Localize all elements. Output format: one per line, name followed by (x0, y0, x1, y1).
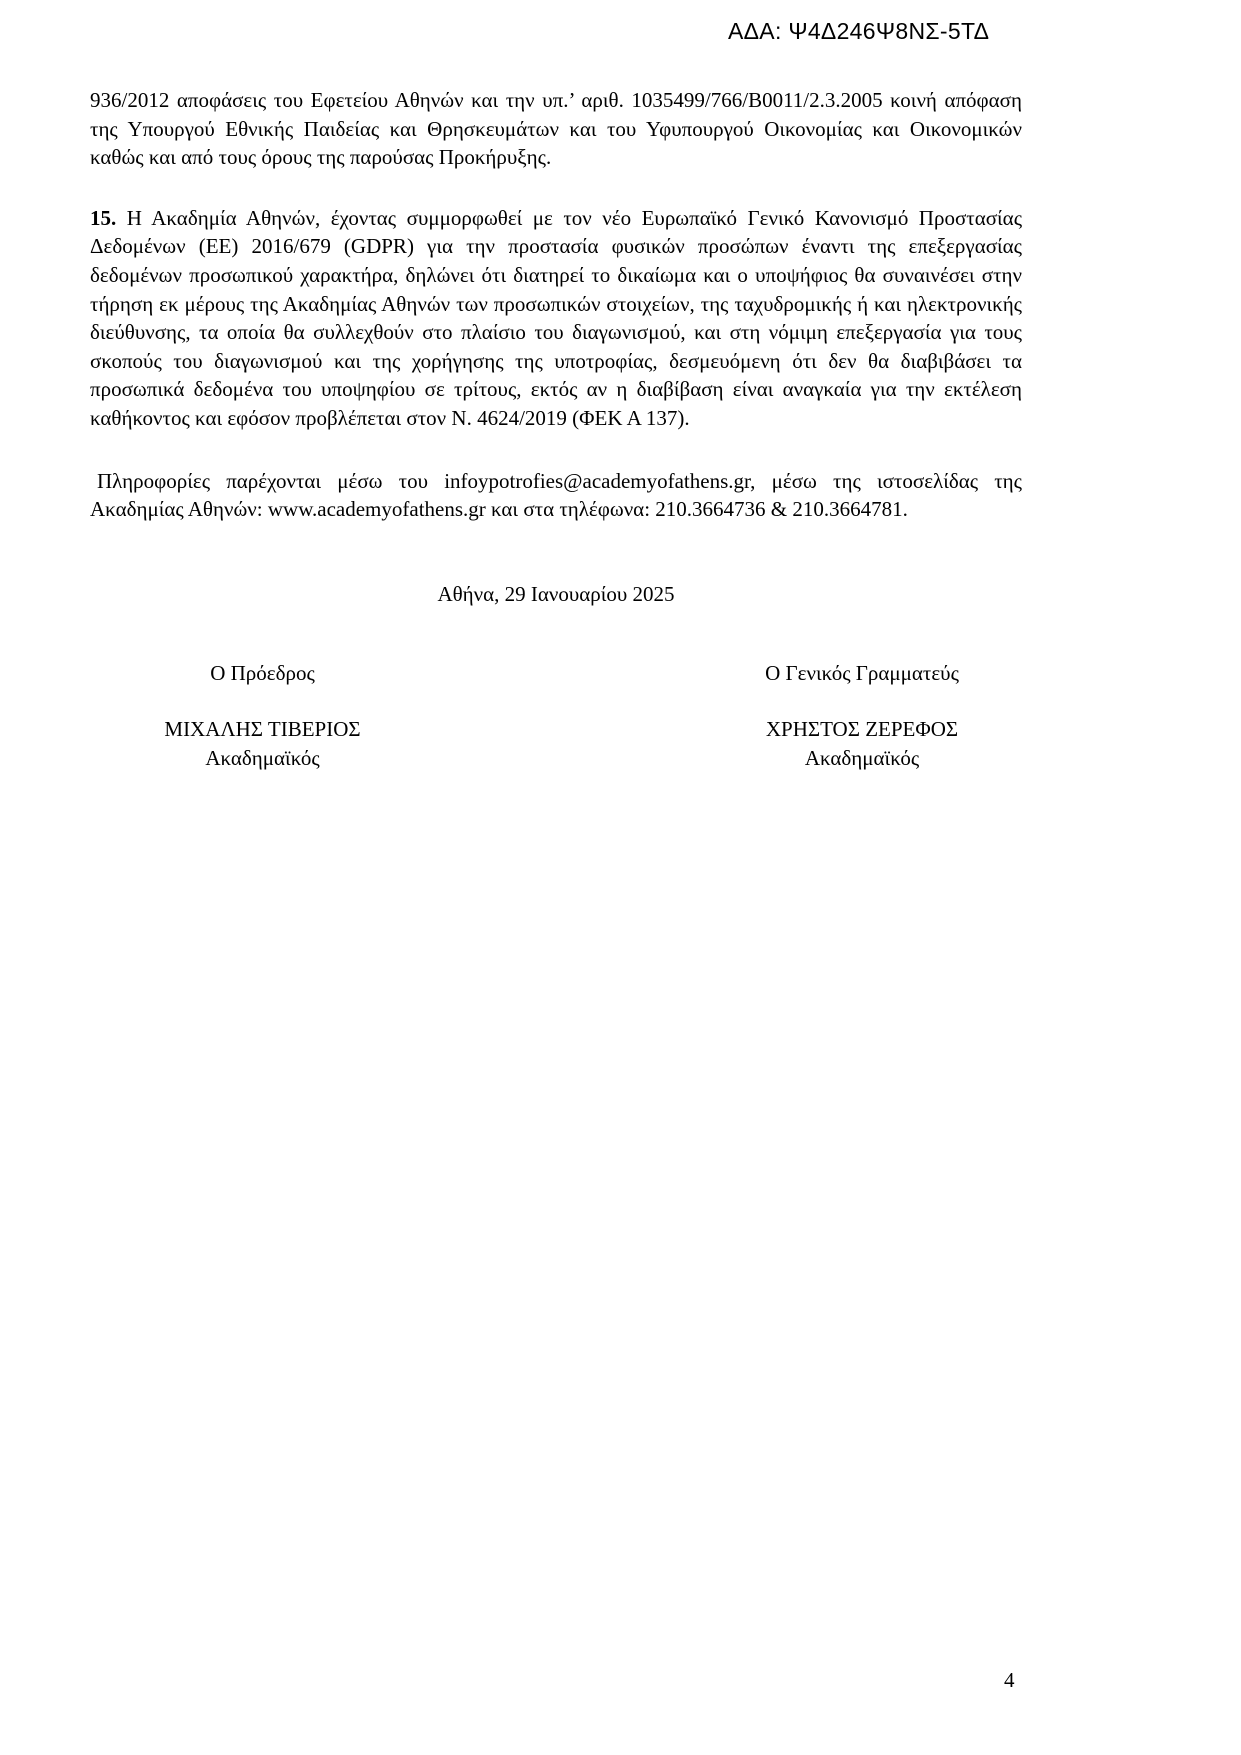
signature-block (90, 659, 1022, 772)
paragraph-15-text: Η Ακαδημία Αθηνών, έχοντας συμμορφωθεί με τον νέο Ευρωπαϊκό Γενικό Κανονισμό Προστασίας Δεδομένων (ΕΕ) 2016/679 (GDPR) για την προστασία φυσικών προσώπων έναντι της επεξεργασίας δεδομένων προσωπικού χαρακτήρα, δηλώνει ότι διατηρεί το δικαίωμα και ο υποψήφιος θα συναινέσει στην τήρηση εκ μέρους της Ακαδημίας Αθηνών των προσωπικών στοιχείων, της ταχυδρομικής ή και ηλεκτρονικής διεύθυνσης, τα οποία θα συλλεχθούν στο πλαίσιο του διαγωνισμού, και στη νόμιμη επεξεργασία για τους σκοπούς του διαγωνισμού και της χορήγησης της υποτροφίας, δεσμευόμενη ότι δεν θα διαβιβάσει τα προσωπικά δεδομένα του υποψηφίου σε τρίτους, εκτός αν η διαβίβαση είναι αναγκαία για την εκτέλεση καθήκοντος και εφόσον προβλέπεται στον Ν. 4624/2019 (ΦΕΚ Α 137). (90, 205, 1023, 430)
signature-role-secretary: Ακαδημαϊκός (804, 745, 920, 770)
signature-secretary (702, 659, 1022, 772)
signature-president (90, 659, 435, 772)
page-number: 4 (1004, 1668, 1015, 1692)
website-url: www.academyofathens.gr (267, 497, 486, 522)
email-address: infoypotrofies@academyofathens.gr (444, 468, 751, 493)
signature-title-president: Ο Πρόεδρος (210, 661, 315, 686)
paragraph-15-gdpr (90, 204, 1022, 433)
signature-name-secretary: ΧΡΗΣΤΟΣ ΖΕΡΕΦΟΣ (765, 716, 959, 741)
signature-name-president: ΜΙΧΑΛΗΣ ΤΙΒΕΡΙΟΣ (164, 716, 361, 741)
paragraph-number: 15. (90, 205, 117, 230)
document-body (90, 86, 1022, 772)
date-place-line: Αθήνα, 29 Ιανουαρίου 2025 (437, 581, 675, 606)
contact-middle-text: , μέσω της ιστοσελίδας της Ακαδημίας Αθηνών: (90, 468, 1022, 522)
paragraph-contact (90, 467, 1022, 524)
ada-code: ΑΔΑ: Ψ4Δ246Ψ8ΝΣ-5ΤΔ (728, 18, 990, 44)
contact-prefix-text: Πληροφορίες παρέχονται μέσω του (97, 468, 445, 493)
signature-title-secretary: Ο Γενικός Γραμματεύς (765, 661, 959, 686)
signature-role-president: Ακαδημαϊκός (205, 745, 320, 770)
contact-suffix-text: και στα τηλέφωνα: 210.3664736 & 210.3664781. (485, 497, 908, 522)
paragraph-legal-basis: 936/2012 αποφάσεις του Εφετείου Αθηνών και την υπ.’ αριθ. 1035499/766/Β0011/2.3.2005 κοινή απόφαση της Υπουργού Εθνικής Παιδείας και Θρησκευμάτων και του Υφυπουργού Οικονομίας και Οικονομικών καθώς και από τους όρους της παρούσας Προκήρυξης. (90, 88, 1022, 170)
